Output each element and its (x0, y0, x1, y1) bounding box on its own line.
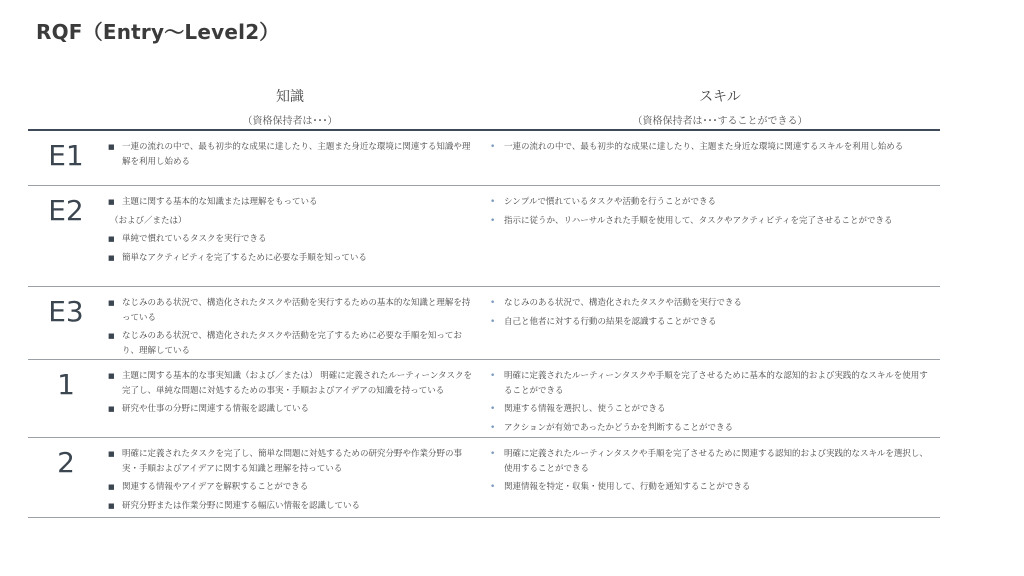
table-row (28, 287, 940, 360)
list-item-text: 関連する情報を選択し、使うことができる (504, 404, 666, 414)
bullet-icon: ■ (108, 299, 115, 307)
skill-cell (490, 447, 930, 499)
bullet-icon: ■ (108, 143, 115, 151)
list-item-text: 一連の流れの中で、最も初歩的な成果に達したり、主題また身近な環境に関連するスキルを利用し始める (504, 142, 904, 152)
list-item (490, 421, 930, 436)
bullet-icon: • (490, 404, 496, 414)
bullet-icon: ■ (108, 405, 115, 413)
table-row (28, 131, 940, 186)
list-item (490, 315, 930, 330)
list-item (108, 402, 478, 417)
level-label: E3 (48, 295, 84, 328)
list-item (490, 369, 930, 398)
level-label: E2 (48, 194, 84, 227)
page-title: RQF（Entry～Level2） (36, 20, 280, 44)
list-item (108, 296, 478, 325)
level-label: 2 (57, 446, 75, 479)
bullet-icon: • (490, 142, 496, 152)
list-item-text: なじみのある状況で、構造化されたタスクや活動を完了するために必要な手順を知っており、理解している (122, 331, 462, 356)
list-item-text: 明確に定義されたルーティンタスクや手順を完了させるために関連する認知的および実践的なスキルを選択し、使用することができる (504, 449, 928, 474)
list-item-text: 研究分野または作業分野に関連する幅広い情報を認識している (122, 500, 361, 511)
bullet-icon: ■ (108, 483, 115, 491)
list-item-text: なじみのある状況で、構造化されたタスクや活動を実行できる (504, 298, 742, 308)
knowledge-header-sub: （資格保持者は･･･） (242, 116, 338, 127)
bullet-icon: ■ (108, 372, 115, 380)
list-item-text: なじみのある状況で、構造化されたタスクや活動を実行するための基本的な知識と理解を持っている (122, 298, 471, 323)
bullet-icon: ■ (108, 253, 115, 262)
list-item (108, 232, 478, 247)
list-item-text: 研究や仕事の分野に関連する情報を認識している (122, 404, 310, 414)
skill-cell (490, 296, 930, 333)
list-item (490, 214, 930, 229)
knowledge-cell (108, 140, 478, 173)
knowledge-column-header (180, 86, 400, 127)
list-item (490, 447, 930, 476)
list-item (108, 499, 478, 514)
list-note (108, 214, 478, 229)
list-item (490, 480, 930, 495)
skill-cell (490, 140, 930, 159)
bullet-icon: • (490, 371, 496, 381)
table-row (28, 186, 940, 287)
list-item-text: 指示に従うか、リハーサルされた手順を使用して、タスクやアクティビティを完了させることができる (504, 215, 893, 226)
bullet-icon: • (490, 197, 496, 207)
table-row (28, 438, 940, 518)
list-item (108, 195, 478, 210)
table-row (28, 360, 940, 438)
list-item-text: 主題に関する基本的な知識または理解をもっている (122, 197, 318, 207)
list-item-text: （および／または） (110, 215, 187, 226)
list-item-text: 主題に関する基本的な事実知識（および／または） 明確に定義されたルーティーンタスクを完了し、単純な問題に対処するための事実・手順およびアイデアの知識を持っている (122, 371, 473, 396)
list-item (108, 480, 478, 495)
skill-cell (490, 195, 930, 232)
list-item-text: 関連する情報やアイデアを解釈することができる (122, 482, 309, 492)
list-item-text: 明確に定義されたルーティーンタスクや手順を完了させるために基本的な認知的および実践的なスキルを使用することができる (504, 371, 928, 396)
bullet-icon: • (490, 422, 496, 433)
list-item-text: シンプルで慣れているタスクや活動を行うことができる (504, 197, 716, 207)
list-item (108, 447, 478, 476)
list-item (108, 251, 478, 266)
bullet-icon: ■ (108, 198, 115, 206)
knowledge-cell (108, 195, 478, 269)
list-item-text: 単純で慣れているタスクを実行できる (122, 234, 267, 244)
bullet-icon: • (490, 449, 496, 459)
knowledge-header-label: 知識 (276, 89, 304, 105)
level-label: E1 (48, 139, 84, 172)
list-item (108, 140, 478, 169)
bullet-icon: ■ (108, 450, 115, 458)
level-label: 1 (57, 368, 75, 401)
bullet-icon: ■ (108, 235, 115, 243)
bullet-icon: • (490, 316, 496, 327)
bullet-icon: ■ (108, 332, 115, 340)
knowledge-cell (108, 296, 478, 362)
bullet-icon: • (490, 215, 496, 226)
list-item (108, 369, 478, 398)
knowledge-cell (108, 369, 478, 421)
bullet-icon: • (490, 482, 496, 492)
knowledge-cell (108, 447, 478, 517)
bullet-icon: ■ (108, 501, 115, 510)
list-item (490, 195, 930, 210)
list-item-text: アクションが有効であったかどうかを判断することができる (504, 422, 733, 433)
skill-column-header (600, 86, 840, 127)
list-item-text: 明確に定義されたタスクを完了し、簡単な問題に対処するための研究分野や作業分野の事実・手順およびアイデアに関する知識と理解を持っている (122, 449, 463, 474)
skill-header-label: スキル (699, 89, 741, 105)
list-item (108, 329, 478, 358)
list-item (490, 402, 930, 417)
list-item-text: 一連の流れの中で、最も初歩的な成果に達したり、主題また身近な環境に関連する知識や理解を利用し始める (122, 142, 471, 167)
skill-cell (490, 369, 930, 439)
list-item-text: 簡単なアクティビティを完了するために必要な手順を知っている (122, 252, 367, 263)
list-item (490, 140, 930, 155)
skill-header-sub: （資格保持者は･･･することができる） (632, 116, 808, 127)
bullet-icon: • (490, 298, 496, 308)
list-item-text: 関連情報を特定・収集・使用して、行動を通知することができる (504, 482, 751, 492)
list-item (490, 296, 930, 311)
list-item-text: 自己と他者に対する行動の結果を認識することができる (504, 316, 717, 327)
